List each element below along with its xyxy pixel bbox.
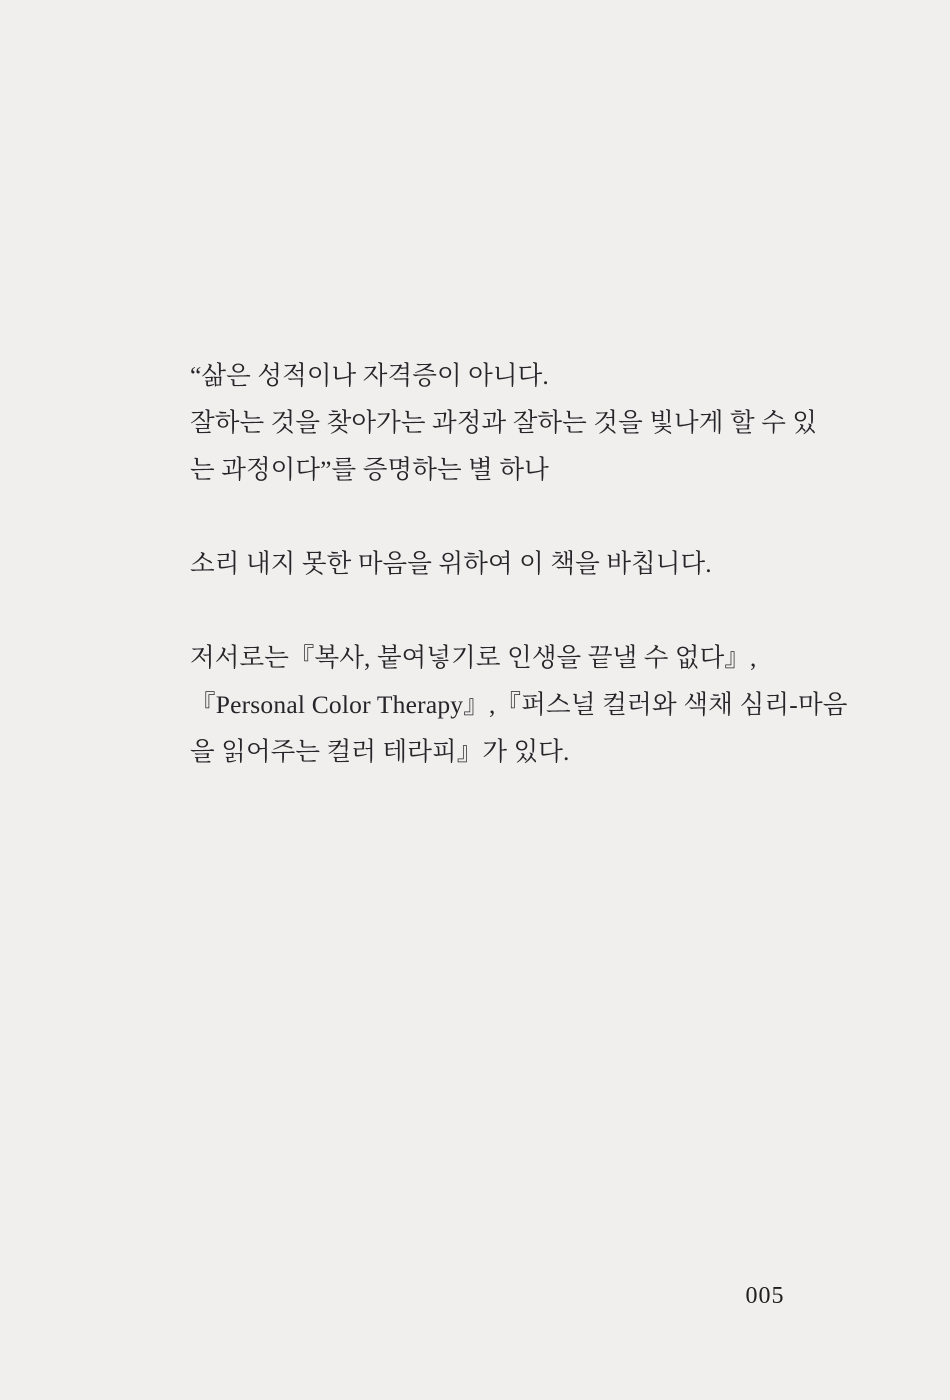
quote-block xyxy=(190,352,818,493)
page-content xyxy=(190,352,848,775)
dedication-line-1: 소리 내지 못한 마음을 위하여 이 책을 바칩니다. xyxy=(190,549,712,578)
works-line-2: 『Personal Color Therapy』,『퍼스널 컬러와 색채 심리-마음 xyxy=(190,690,848,719)
works-line-3: 을 읽어주는 컬러 테라피』가 있다. xyxy=(190,737,570,766)
works-line-1: 저서로는『복사, 붙여넣기로 인생을 끝낼 수 없다』, xyxy=(190,643,757,672)
dedication-block xyxy=(190,540,810,587)
quote-line-1: “삶은 성적이나 자격증이 아니다. xyxy=(190,361,549,390)
works-block xyxy=(190,634,848,775)
quote-line-2: 잘하는 것을 찾아가는 과정과 잘하는 것을 빛나게 할 수 있 xyxy=(190,408,818,437)
page-number: 005 xyxy=(745,1283,785,1309)
spacer-after-dedication xyxy=(190,587,810,634)
quote-line-3: 는 과정이다”를 증명하는 별 하나 xyxy=(190,455,549,484)
spacer-after-quote xyxy=(190,493,810,540)
